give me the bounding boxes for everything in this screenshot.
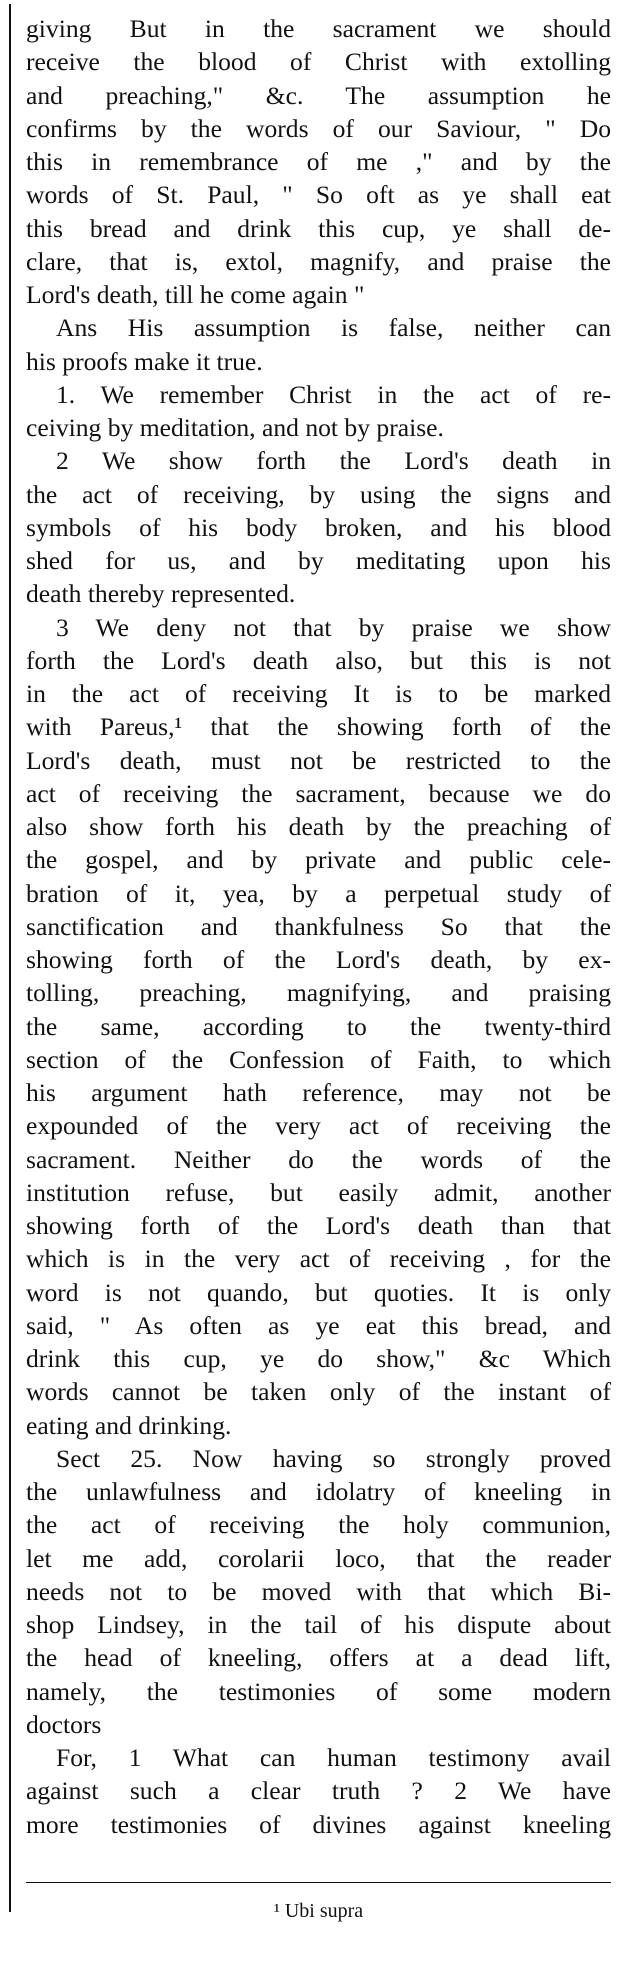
text-line: the act of receiving the holy communion, (26, 1510, 611, 1540)
text-line: drink this cup, ye do show," &c Which (26, 1344, 611, 1373)
text-line: his proofs make it true. (26, 346, 263, 376)
text-line: the head of kneeling, offers at a dead lift, (26, 1643, 611, 1673)
text-line: said, " As often as ye eat this bread, and (26, 1310, 611, 1340)
text-line: act of receiving the sacrament, because we do (26, 778, 611, 808)
text-line: receive the blood of Christ with extolling (26, 47, 611, 77)
text-line: this bread and drink this cup, ye shall de- (26, 213, 611, 243)
text-line: the gospel, and by private and public cele- (26, 845, 611, 875)
text-line: his argument hath reference, may not be (26, 1078, 611, 1107)
text-line: words of St. Paul, " So oft as ye shall eat (26, 180, 611, 210)
text-line: Ans His assumption is false, neither can (56, 313, 611, 343)
text-line: and preaching," &c. The assumption he (26, 80, 611, 110)
text-line: section of the Confession of Faith, to which (26, 1044, 611, 1074)
text-line: let me add, corolarii loco, that the reader (26, 1543, 611, 1573)
text-line: also show forth his death by the preaching of (26, 812, 611, 841)
text-line: confirms by the words of our Saviour, " Do (26, 113, 611, 143)
text-line: the unlawfulness and idolatry of kneeling in (26, 1477, 611, 1506)
text-line: this in remembrance of me ," and by the (26, 147, 611, 176)
text-line: shop Lindsey, in the tail of his dispute about (26, 1610, 611, 1639)
text-line: bration of it, yea, by a perpetual study of (26, 878, 611, 908)
text-line: clare, that is, extol, magnify, and praise the (26, 246, 611, 276)
text-line: in the act of receiving It is to be marked (26, 679, 611, 708)
text-line: word is not quando, but quoties. It is only (26, 1277, 611, 1307)
body-text (26, 12, 611, 1841)
text-line: words cannot be taken only of the instant of (26, 1377, 611, 1407)
text-line: Lord's death, must not be restricted to the (26, 745, 611, 775)
text-line: sacrament. Neither do the words of the (26, 1144, 611, 1174)
text-line: For, 1 What can human testimony avail (56, 1743, 611, 1772)
text-line: with Pareus,¹ that the showing forth of the (26, 712, 611, 742)
text-line: the same, according to the twenty-third (26, 1011, 611, 1041)
text-line: shed for us, and by meditating upon his (26, 546, 611, 575)
text-line: Lord's death, till he come again " (26, 280, 365, 309)
text-line: tolling, preaching, magnifying, and praising (26, 978, 611, 1008)
text-line: institution refuse, but easily admit, another (26, 1177, 611, 1207)
column-rule (9, 4, 11, 1912)
text-line: death thereby represented. (26, 579, 296, 609)
text-line: eating and drinking. (26, 1410, 232, 1440)
footnote: ¹ Ubi supra (273, 1900, 364, 1922)
text-line: more testimonies of divines against kneeling (26, 1809, 611, 1839)
text-line: doctors (26, 1709, 102, 1739)
text-line: needs not to be moved with that which Bi- (26, 1576, 611, 1606)
text-line: expounded of the very act of receiving the (26, 1111, 611, 1141)
text-line: 1. We remember Christ in the act of re- (56, 379, 611, 409)
text-line: ceiving by meditation, and not by praise. (26, 413, 444, 442)
text-line: showing forth of the Lord's death, by ex- (26, 945, 611, 974)
text-line: against such a clear truth ? 2 We have (26, 1776, 611, 1806)
text-line: sanctification and thankfulness So that the (26, 911, 611, 941)
text-line: 2 We show forth the Lord's death in (56, 446, 611, 476)
text-line: giving But in the sacrament we should (26, 14, 611, 43)
footnote-rule (26, 1882, 611, 1883)
text-line: symbols of his body broken, and his blood (26, 512, 611, 542)
text-line: Sect 25. Now having so strongly proved (56, 1443, 611, 1473)
text-line: showing forth of the Lord's death than that (26, 1211, 611, 1240)
text-line: the act of receiving, by using the signs and (26, 479, 611, 509)
text-line: 3 We deny not that by praise we show (56, 612, 611, 642)
text-line: namely, the testimonies of some modern (26, 1676, 611, 1706)
text-line: which is in the very act of receiving , for the (26, 1244, 611, 1274)
text-line: forth the Lord's death also, but this is not (26, 645, 611, 675)
